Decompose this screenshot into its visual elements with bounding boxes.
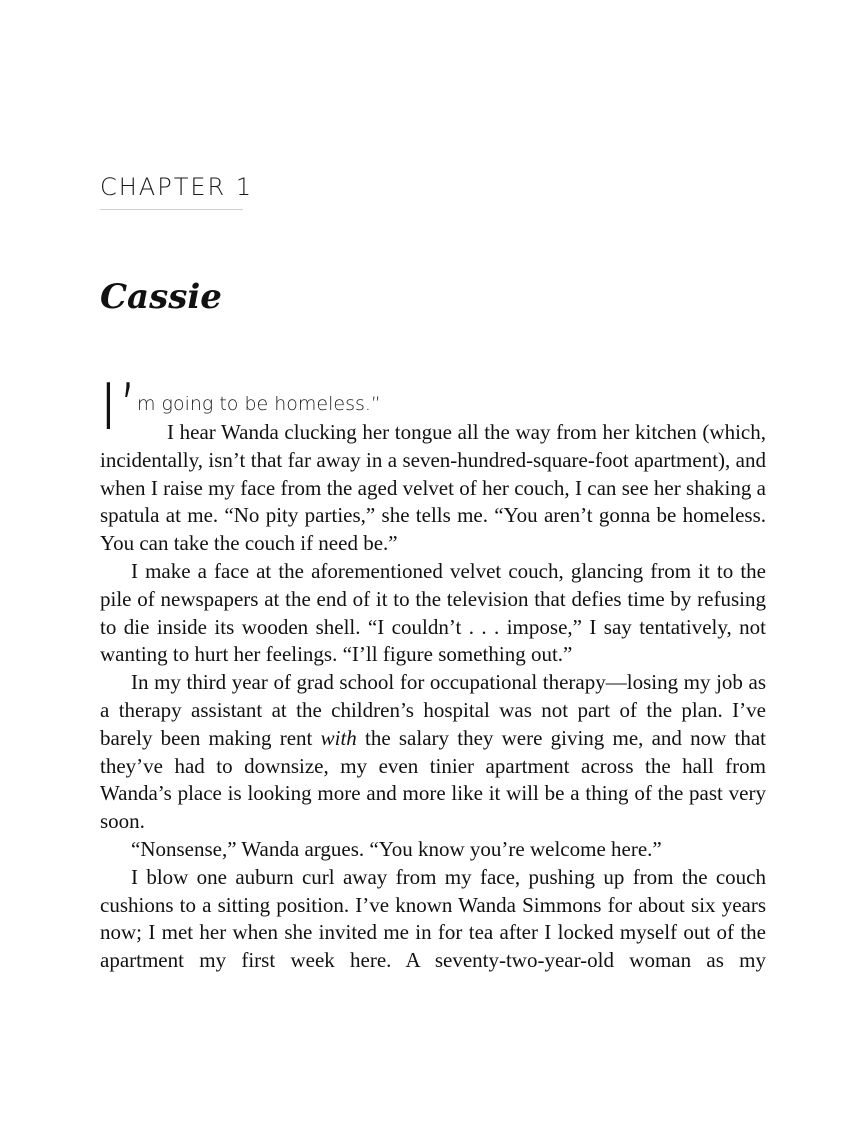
- pov-character-name: Cassie: [100, 277, 222, 317]
- paragraph-text: In my third year of grad school for occupational therapy—losing my job as a therapy assistant at the children’s hospital was not part of the plan. I’ve barely been making rent: [100, 670, 766, 750]
- paragraph: [100, 669, 766, 836]
- paragraph-text: the salary they were giving me, and now that they’ve had to downsize, my even tinier apartment across the hall from Wanda’s place is looking more and more like it will be a thing of the past very soon.: [100, 725, 767, 834]
- paragraph: I blow one auburn curl away from my face, pushing up from the couch cushions to a sitting position. I’ve known Wanda Simmons for about six years now; I met her when she invited me in for tea after I locked myself out of the apartment my first week here. A seventy-two-year-old woman as my: [100, 864, 766, 973]
- drop-cap: I’: [99, 371, 139, 445]
- chapter-divider: [100, 209, 243, 210]
- chapter-body: [100, 419, 766, 975]
- paragraph: I make a face at the aforementioned velvet couch, glancing from it to the pile of newspapers at the end of it to the television that defies time by refusing to die inside its wooden shell. “I couldn’t . . . impose,” I say tentatively, not wanting to hurt her feelings. “I’ll figure something out.”: [100, 558, 766, 667]
- emphasis-text: with: [320, 725, 357, 750]
- chapter-label: CHAPTER 1: [100, 173, 254, 201]
- paragraph: “Nonsense,” Wanda argues. “You know you’re welcome here.”: [131, 836, 662, 861]
- opening-line: m going to be homeless.”: [137, 393, 381, 415]
- paragraph: I hear Wanda clucking her tongue all the way from her kitchen (which, incidentally, isn’t that far away in a seven-hundred-square-foot apartment), and when I raise my face from the aged velvet of her couch, I can see her shaking a spatula at me. “No pity parties,” she tells me. “You aren’t gonna be homeless. You can take the couch if need be.”: [100, 420, 766, 556]
